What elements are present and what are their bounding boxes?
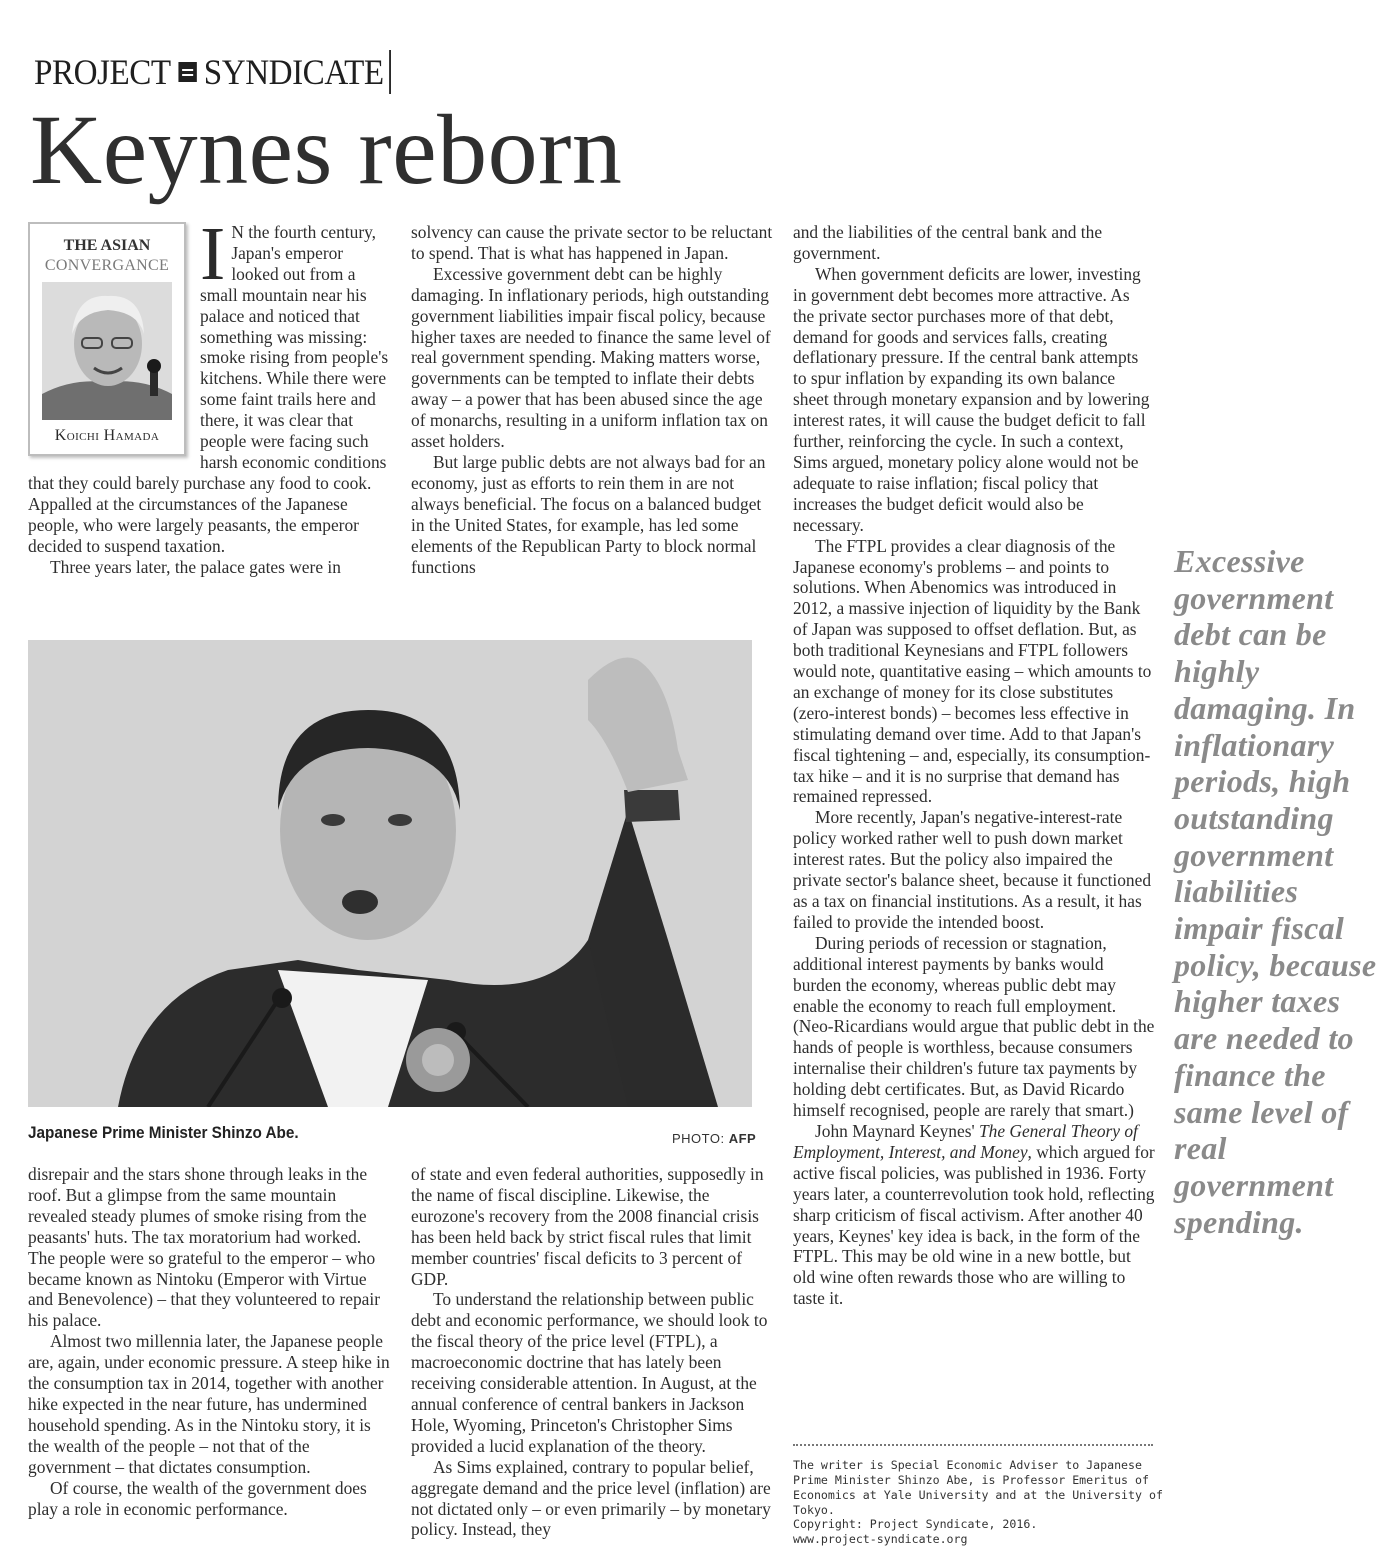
paragraph: Three years later, the palace gates were in <box>50 556 341 577</box>
paragraph-keynes <box>793 1121 1155 1309</box>
article-photo <box>28 640 752 1107</box>
photo-credit <box>672 1131 756 1146</box>
paragraph: When government deficits are lower, investing in government debt becomes more attractive. As the private sector purchases more of that debt, demand for goods and services falls, creating deflationary pressure. If the central bank attempts to spur inflation by expanding its own balance sheet through monetary expansion and by lowering interest rates, it will cause the budget deficit to fall further, reinforcing the cycle. In such a context, Sims argued, monetary policy alone would not be adequate to raise inflation; fiscal policy that increases the budget deficit would also be necessary. <box>793 263 1150 535</box>
paragraph: Almost two millennia later, the Japanese people are, again, under economic pressure. A steep hike in the consumption tax in 2014, together with another hike expected in the near future, has undermined household spending. As in the Nintoku story, it is the wealth of the people – not that of the government – that dictates consumption. <box>28 1331 390 1477</box>
author-bio: The writer is Special Economic Adviser to Japanese Prime Minister Shinzo Abe, is Professor Emeritus of Economics at Yale University and at the University of Tokyo. <box>793 1458 1163 1517</box>
book-title: The General Theory of Employment, Interest, and Money <box>793 1120 1138 1162</box>
paragraph: More recently, Japan's negative-interest-rate policy worked rather well to push down market interest rates. But the policy also impaired the private sector's balance sheet, because it functioned as a tax on financial institutions. As a result, it has failed to provide the intended boost. <box>793 807 1152 932</box>
dropcap: I <box>200 222 226 296</box>
column-1-bottom <box>28 1164 390 1565</box>
copyright-line: Copyright: Project Syndicate, 2016. <box>793 1517 1038 1531</box>
paragraph: solvency can cause the private sector to be reluctant to spend. That is what has happened in Japan. <box>411 222 773 263</box>
series-title-line2: CONVERGANCE <box>44 257 170 274</box>
author-portrait <box>42 282 172 420</box>
publication-masthead <box>34 50 391 94</box>
column-3 <box>793 222 1155 1440</box>
paragraph: of state and even federal authorities, supposedly in the name of fiscal discipline. Likewise, the eurozone's recovery from the 2008 financial crisis has been held back by strict fiscal rules that limit member countries' fiscal deficits to 3 percent of GDP. <box>411 1164 764 1289</box>
paragraph: During periods of recession or stagnation, additional interest payments by banks would burden the economy, whereas public debt may enable the economy to reach full employment. (Neo-Ricardians would argue that public debt in the hands of people is worthless, because consumers internalise their children's future tax payments by holding debt certificates. But, as David Ricardo himself recognised, people are rarely that smart.) <box>793 932 1155 1121</box>
footnote-divider <box>793 1444 1153 1446</box>
paragraph: N the fourth century, Japan's emperor looked out from a small mountain near his palace and noticed that something was missing: smoke rising from people's kitchens. While there were some faint trails here and there, it was clear that people were facing such harsh economic conditions that they could barely purchase any food to cook. Appalled at the circumstances of the Japanese people, who were largely peasants, the emperor decided to suspend taxation. <box>28 222 389 556</box>
series-title-line1: THE ASIAN <box>63 237 151 254</box>
author-box <box>28 222 186 456</box>
credit-source: AFP <box>728 1131 757 1146</box>
column-2-top <box>411 222 773 622</box>
website-url: www.project-syndicate.org <box>793 1532 968 1546</box>
article-headline: Keynes reborn <box>30 94 623 205</box>
masthead-right: SYNDICATE <box>203 52 384 92</box>
cropped-previous-page-text <box>400 0 1000 14</box>
photo-caption: Japanese Prime Minister Shinzo Abe. <box>28 1123 299 1142</box>
paragraph: and the liabilities of the central bank and the government. <box>793 222 1103 263</box>
text-run: , which argued for active fiscal policies, was published in 1936. Forty years later, a counterrevolution took hold, reflecting sharp criticism of fiscal activism. After another 40 years, Keynes' key idea is back, in the form of the FTPL. This may be old wine in a new bottle, but old wine often rewards those who are willing to taste it. <box>793 1141 1155 1309</box>
column-2-bottom <box>411 1164 773 1565</box>
paragraph: The FTPL provides a clear diagnosis of the Japanese economy's problems – and points to solutions. When Abenomics was introduced in 2012, a massive injection of liquidity by the Bank of Japan was supposed to offset deflation. But, as both traditional Keynesians and FTPL followers would note, quantitative easing – which amounts to an exchange of money for its close substitutes (zero-interest bonds) – becomes less effective in stimulating demand over time. Add to that Japan's fiscal tightening – and, especially, its consumption-tax hike – and it is no surprise that demand has remained repressed. <box>793 535 1152 807</box>
paragraph: Excessive government debt can be highly damaging. In inflationary periods, high outstanding government liabilities impair fiscal policy, because higher taxes are needed to finance the same level of real government spending. Making matters worse, governments can be tempted to inflate their debts away – a power that has been abused since the age of monarchs, resulting in a uniform inflation tax on asset holders. <box>411 263 771 452</box>
pull-quote: Excessive government debt can be highly damaging. In inflationary periods, high outstanding government liabilities impair fiscal policy, because higher taxes are needed to finance the same level of real government spending. <box>1174 543 1377 1240</box>
paragraph: But large public debts are not always bad for an economy, just as efforts to rein them in are not always beneficial. The focus on a balanced budget in the United States, for example, has led some elements of the Republican Party to block normal functions <box>411 451 766 577</box>
column-1-top <box>28 222 390 622</box>
text-run: John Maynard Keynes' <box>815 1120 979 1141</box>
paragraph: disrepair and the stars shone through leaks in the roof. But a glimpse from the same mountain revealed steady plumes of smoke rising from the peasants' huts. The tax moratorium had worked. The people were so grateful to the emperor – who became known as Nintoku (Emperor with Virtue and Benevolence) – that they volunteered to repair his palace. <box>28 1164 381 1331</box>
author-name: Koichi Hamada <box>54 427 160 444</box>
credit-label: PHOTO: <box>672 1131 729 1146</box>
masthead-divider <box>389 50 390 94</box>
masthead-left: PROJECT <box>34 52 171 92</box>
paragraph: Of course, the wealth of the government does play a role in economic performance. <box>28 1477 367 1519</box>
book-icon <box>178 62 196 82</box>
paragraph: As Sims explained, contrary to popular belief, aggregate demand and the price level (inflation) are not dictated only – or even primarily – by monetary policy. Instead, they <box>411 1456 771 1540</box>
paragraph: To understand the relationship between public debt and economic performance, we should look to the fiscal theory of the price level (FTPL), a macroeconomic doctrine that has lately been receiving considerable attention. In August, at the annual conference of central bankers in Jackson Hole, Wyoming, Princeton's Christopher Sims provided a lucid explanation of the theory. <box>411 1289 768 1456</box>
